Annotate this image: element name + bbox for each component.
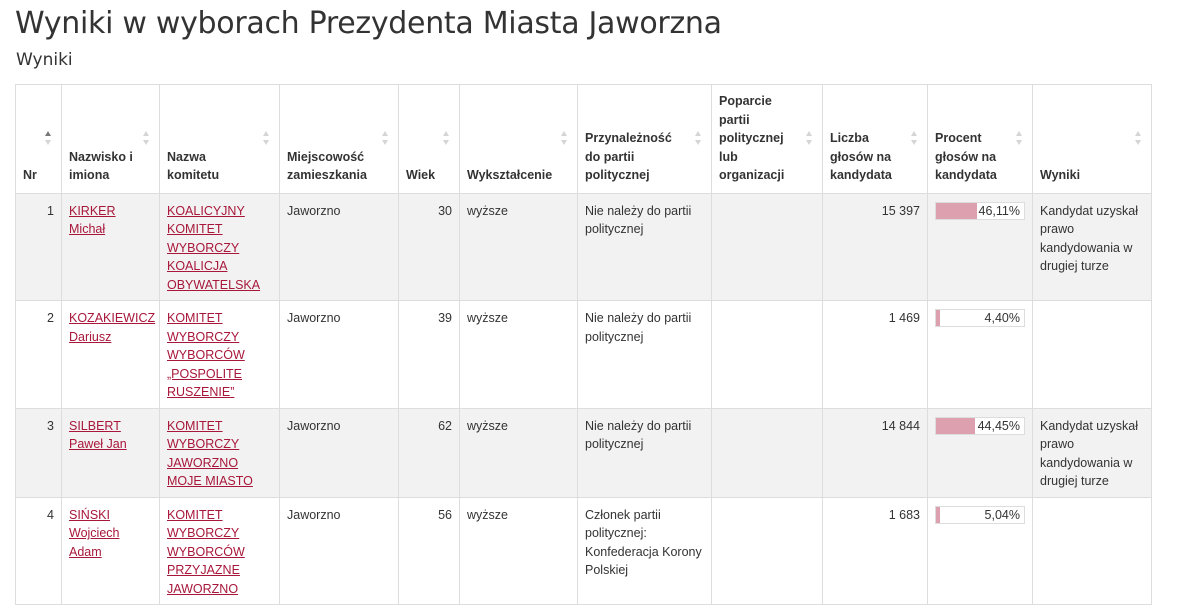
column-header-education[interactable] xyxy=(460,85,578,194)
table-row xyxy=(16,193,1152,301)
cell-education: wyższe xyxy=(460,497,578,605)
cell-support xyxy=(712,193,823,301)
cell-votes: 1 683 xyxy=(823,497,928,605)
percent-bar-fill xyxy=(936,203,977,219)
column-header-party[interactable] xyxy=(578,85,712,194)
column-header-name[interactable] xyxy=(62,85,160,194)
column-header-label: Nr xyxy=(23,168,37,182)
candidate-link[interactable]: SILBERT Paweł Jan xyxy=(69,418,127,451)
cell-nr: 4 xyxy=(16,497,62,605)
cell-nr: 3 xyxy=(16,408,62,497)
column-header-votes[interactable] xyxy=(823,85,928,194)
column-header-label: Liczba głosów na kandydata xyxy=(830,131,892,182)
cell-age: 30 xyxy=(399,193,460,301)
candidate-link[interactable]: SIŃSKI Wojciech Adam xyxy=(69,507,120,559)
committee-link[interactable]: KOMITET WYBORCZY WYBORCÓW „POSPOLITE RUSZENIE” xyxy=(167,311,245,399)
percent-bar-fill xyxy=(936,418,975,434)
cell-party: Nie należy do partii politycznej xyxy=(578,301,712,409)
cell-percent xyxy=(928,193,1033,301)
sort-icon xyxy=(806,131,814,147)
sort-icon xyxy=(443,131,451,147)
column-header-percent[interactable] xyxy=(928,85,1033,194)
committee-link[interactable]: KOMITET WYBORCZY WYBORCÓW PRZYJAZNE JAWORZNO xyxy=(167,507,245,596)
committee-link[interactable]: KOALICYJNY KOMITET WYBORCZY KOALICJA OBYWATELSKA xyxy=(167,203,261,292)
percent-text: 44,45% xyxy=(977,418,1020,433)
cell-committee xyxy=(160,301,280,409)
cell-result: Kandydat uzyskał prawo kandydowania w drugiej turze xyxy=(1033,408,1152,497)
cell-support xyxy=(712,301,823,409)
percent-text: 4,40% xyxy=(984,311,1020,325)
percent-text: 5,04% xyxy=(984,507,1020,522)
column-header-label: Wykształcenie xyxy=(467,168,553,182)
cell-committee xyxy=(160,408,280,497)
cell-nr: 1 xyxy=(16,193,62,301)
sort-icon xyxy=(382,131,390,147)
cell-party: Nie należy do partii politycznej xyxy=(578,408,712,497)
column-header-label: Miejscowość zamieszkania xyxy=(287,149,367,182)
cell-party: Członek partii politycznej: Konfederacja Korony Polskiej xyxy=(578,497,712,605)
cell-percent xyxy=(928,301,1033,409)
cell-education: wyższe xyxy=(460,408,578,497)
cell-percent xyxy=(928,408,1033,497)
column-header-label: Poparcie partii politycznej lub organizacji xyxy=(719,94,785,182)
cell-residence: Jaworzno xyxy=(280,301,399,409)
cell-votes: 1 469 xyxy=(823,301,928,409)
cell-committee xyxy=(160,497,280,605)
sort-icon xyxy=(1016,131,1024,147)
column-header-label: Nazwisko i imiona xyxy=(69,149,133,182)
cell-age: 56 xyxy=(399,497,460,605)
cell-support xyxy=(712,497,823,605)
column-header-nr[interactable] xyxy=(16,85,62,194)
cell-age: 62 xyxy=(399,408,460,497)
cell-residence: Jaworzno xyxy=(280,193,399,301)
sort-icon xyxy=(143,131,151,147)
cell-votes: 14 844 xyxy=(823,408,928,497)
column-header-label: Wyniki xyxy=(1040,168,1081,182)
column-header-label: Wiek xyxy=(406,168,436,182)
cell-name xyxy=(62,301,160,409)
table-row xyxy=(16,497,1152,605)
page-title: Wyniki w wyborach Prezydenta Miasta Jaworzna xyxy=(15,6,722,41)
sort-icon xyxy=(263,131,271,147)
candidate-link[interactable]: KIRKER Michał xyxy=(69,203,116,236)
percent-bar xyxy=(935,506,1025,524)
cell-nr: 2 xyxy=(16,301,62,409)
table-header-row xyxy=(16,85,1152,194)
column-header-label: Procent głosów na kandydata xyxy=(935,131,997,182)
percent-bar xyxy=(935,417,1025,435)
cell-votes: 15 397 xyxy=(823,193,928,301)
cell-residence: Jaworzno xyxy=(280,497,399,605)
percent-bar xyxy=(935,309,1025,327)
cell-name xyxy=(62,497,160,605)
cell-residence: Jaworzno xyxy=(280,408,399,497)
cell-percent xyxy=(928,497,1033,605)
column-header-label: Przynależność do partii politycznej xyxy=(585,131,672,182)
percent-text: 46,11% xyxy=(978,203,1020,218)
committee-link[interactable]: KOMITET WYBORCZY JAWORZNO MOJE MIASTO xyxy=(167,418,253,488)
column-header-committee[interactable] xyxy=(160,85,280,194)
cell-age: 39 xyxy=(399,301,460,409)
percent-bar-fill xyxy=(936,310,940,326)
candidate-link[interactable]: KOZAKIEWICZ Dariusz xyxy=(69,311,156,344)
column-header-age[interactable] xyxy=(399,85,460,194)
cell-result: Kandydat uzyskał prawo kandydowania w drugiej turze xyxy=(1033,193,1152,301)
cell-name xyxy=(62,408,160,497)
sort-icon xyxy=(911,131,919,147)
sort-icon xyxy=(45,131,53,147)
sort-icon xyxy=(561,131,569,147)
cell-result xyxy=(1033,497,1152,605)
page-subtitle: Wyniki xyxy=(16,50,73,70)
column-header-result[interactable] xyxy=(1033,85,1152,194)
sort-icon xyxy=(695,131,703,147)
column-header-residence[interactable] xyxy=(280,85,399,194)
percent-bar xyxy=(935,202,1025,220)
table-row xyxy=(16,408,1152,497)
table-row xyxy=(16,301,1152,409)
cell-result xyxy=(1033,301,1152,409)
percent-bar-fill xyxy=(936,507,940,523)
sort-icon xyxy=(1135,131,1143,147)
cell-education: wyższe xyxy=(460,301,578,409)
cell-committee xyxy=(160,193,280,301)
column-header-support[interactable] xyxy=(712,85,823,194)
cell-support xyxy=(712,408,823,497)
cell-name xyxy=(62,193,160,301)
cell-education: wyższe xyxy=(460,193,578,301)
results-table xyxy=(15,84,1152,605)
column-header-label: Nazwa komitetu xyxy=(167,149,220,182)
cell-party: Nie należy do partii politycznej xyxy=(578,193,712,301)
